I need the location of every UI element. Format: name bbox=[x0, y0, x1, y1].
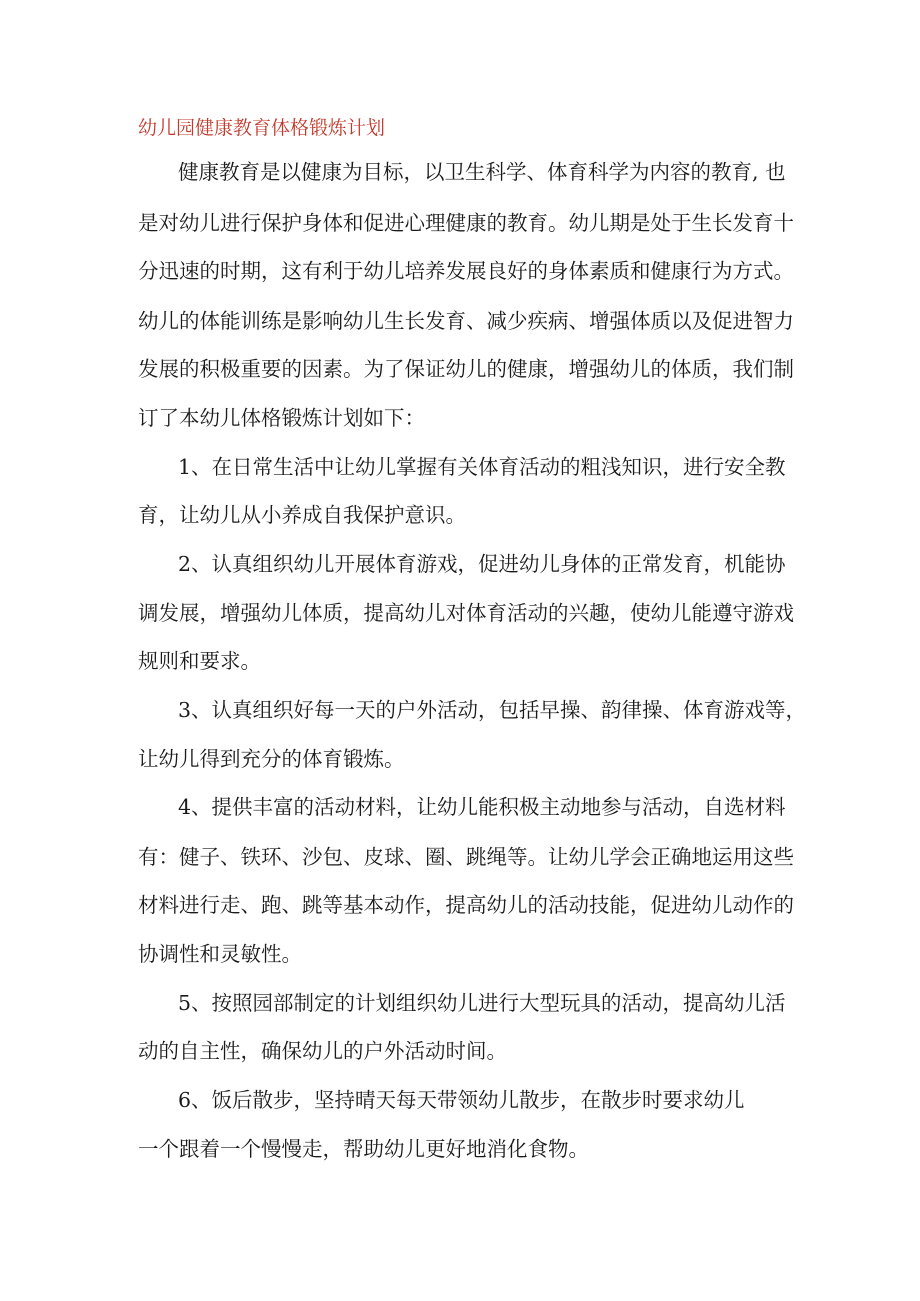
item-2-line: 调发展，增强幼儿体质，提高幼儿对体育活动的兴趣，使幼儿能遵守游戏 bbox=[138, 601, 794, 625]
intro-line: 发展的积极重要的因素。为了保证幼儿的健康，增强幼儿的体质，我们制 bbox=[138, 357, 794, 381]
item-2-line: 2、认真组织幼儿开展体育游戏，促进幼儿身体的正常发育，机能协 bbox=[178, 552, 786, 576]
item-6-line: 6、饭后散步，坚持晴天每天带领幼儿散步，在散步时要求幼儿 bbox=[178, 1088, 745, 1112]
intro-line: 分迅速的时期，这有利于幼儿培养发展良好的身体素质和健康行为方式。 bbox=[138, 259, 794, 283]
intro-line: 订了本幼儿体格锻炼计划如下： bbox=[138, 406, 425, 430]
item-5-line: 5、按照园部制定的计划组织幼儿进行大型玩具的活动，提高幼儿活 bbox=[178, 991, 786, 1015]
item-1-line: 1、在日常生活中让幼儿掌握有关体育活动的粗浅知识，进行安全教 bbox=[178, 455, 786, 479]
item-4-line: 有：健子、铁环、沙包、皮球、圈、跳绳等。让幼儿学会正确地运用这些 bbox=[138, 845, 794, 869]
intro-line: 是对幼儿进行保护身体和促进心理健康的教育。幼儿期是处于生长发育十 bbox=[138, 211, 794, 235]
item-4-line: 材料进行走、跑、跳等基本动作，提高幼儿的活动技能，促进幼儿动作的 bbox=[138, 893, 794, 917]
intro-line: 幼儿的体能训练是影响幼儿生长发育、减少疾病、增强体质以及促进智力 bbox=[138, 309, 794, 333]
document-title: 幼儿园健康教育体格锻炼计划 bbox=[138, 117, 386, 139]
intro-line: 健康教育是以健康为目标，以卫生科学、体育科学为内容的教育, 也 bbox=[178, 160, 786, 184]
item-3-line: 让幼儿得到充分的体育锻炼。 bbox=[138, 747, 405, 771]
item-1-line: 育，让幼儿从小养成自我保护意识。 bbox=[138, 503, 466, 527]
item-4-line: 4、提供丰富的活动材料，让幼儿能积极主动地参与活动，自选材料 bbox=[178, 795, 786, 819]
item-5-line: 动的自主性，确保幼儿的户外活动时间。 bbox=[138, 1039, 507, 1063]
item-4-line: 协调性和灵敏性。 bbox=[138, 942, 302, 966]
item-3-line: 3、认真组织好每一天的户外活动，包括早操、韵律操、体育游戏等， bbox=[178, 698, 807, 722]
item-6-line: 一个跟着一个慢慢走，帮助幼儿更好地消化食物。 bbox=[138, 1137, 589, 1161]
item-2-line: 规则和要求。 bbox=[138, 649, 261, 673]
